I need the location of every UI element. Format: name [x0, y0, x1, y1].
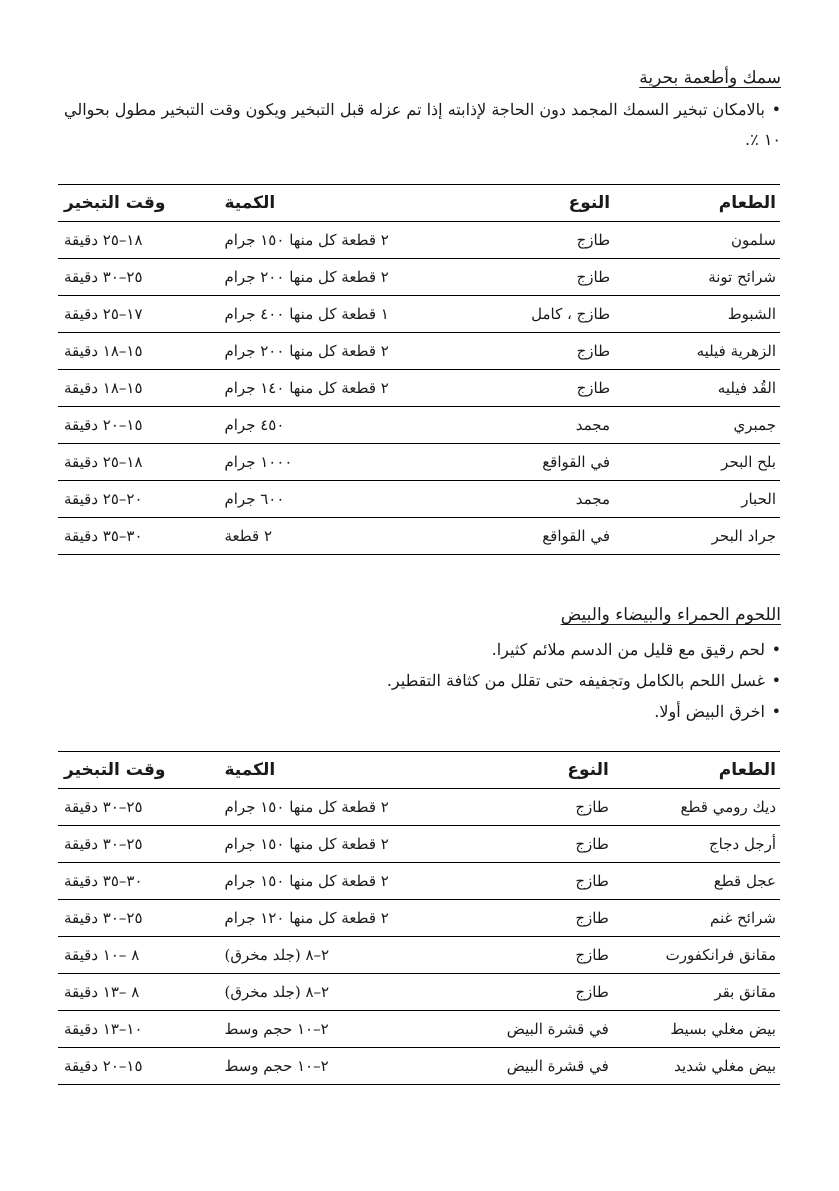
steam-time: ١٠–١٣ دقيقة — [64, 1020, 143, 1038]
food-quantity: ٢–٨ (جلد مخرق) — [224, 983, 330, 1001]
header-food: الطعام — [718, 760, 776, 780]
steam-time: ١٧–٢٥ دقيقة — [64, 305, 143, 323]
table-row — [58, 900, 780, 937]
food-type: في القواقع — [542, 527, 611, 545]
table-row — [58, 789, 780, 826]
table-row — [58, 1048, 780, 1085]
food-name: ديك رومي قطع — [680, 798, 776, 816]
header-type: النوع — [567, 760, 609, 780]
steam-time: ٢٥–٣٠ دقيقة — [64, 268, 143, 286]
food-type: طازج — [576, 342, 611, 360]
steam-time: ٨ –١٣ دقيقة — [64, 983, 140, 1001]
food-name: الزهرية فيليه — [696, 342, 776, 360]
bullet-dot: • — [771, 702, 781, 721]
steam-time: ٨ –١٠ دقيقة — [64, 946, 140, 964]
food-type: طازج — [576, 268, 611, 286]
bullet-dot: • — [771, 100, 781, 119]
food-type: طازج — [576, 379, 611, 397]
food-quantity: ٢ قطعة كل منها ١٤٠ جرام — [224, 379, 389, 397]
food-type: في قشرة البيض — [506, 1057, 609, 1075]
food-type: طازج — [575, 983, 609, 1001]
food-type: طازج — [575, 909, 609, 927]
meat-note-3 — [59, 697, 781, 727]
steam-time: ٣٠–٣٥ دقيقة — [64, 872, 143, 890]
food-name: سلمون — [731, 231, 776, 249]
table-row — [58, 333, 780, 370]
food-quantity: ١٠٠٠ جرام — [224, 453, 293, 471]
food-name: مقانق بقر — [714, 983, 776, 1001]
food-quantity: ٢ قطعة كل منها ١٢٠ جرام — [224, 909, 389, 927]
steam-time: ١٥–٢٠ دقيقة — [64, 1057, 143, 1075]
meat-note-text: اخرق البيض أولا. — [654, 702, 765, 721]
steam-time: ٢٥–٣٠ دقيقة — [64, 798, 143, 816]
meat-note-1 — [59, 635, 781, 665]
food-name: بيض مغلي شديد — [674, 1057, 776, 1075]
food-type: طازج ، كامل — [531, 305, 611, 323]
food-quantity: ٢ قطعة كل منها ١٥٠ جرام — [224, 231, 389, 249]
seafood-section-title: سمك وأطعمة بحرية — [639, 68, 781, 88]
table-row — [58, 863, 780, 900]
table-row — [58, 826, 780, 863]
food-quantity: ١ قطعة كل منها ٤٠٠ جرام — [224, 305, 389, 323]
food-type: في القواقع — [542, 453, 611, 471]
table-row — [58, 296, 780, 333]
table-row — [58, 407, 780, 444]
steam-time: ١٨–٢٥ دقيقة — [64, 453, 143, 471]
food-name: الحبار — [741, 490, 776, 508]
header-type: النوع — [568, 193, 611, 213]
header-food: الطعام — [718, 193, 776, 213]
table-row — [58, 481, 780, 518]
food-name: عجل قطع — [713, 872, 776, 890]
food-quantity: ٢ قطعة كل منها ١٥٠ جرام — [224, 835, 389, 853]
seafood-table — [58, 184, 780, 555]
food-name: جراد البحر — [711, 527, 776, 545]
steam-time: ١٨–٢٥ دقيقة — [64, 231, 143, 249]
food-quantity: ٦٠٠ جرام — [224, 490, 285, 508]
meat-section-title: اللحوم الحمراء والبيضاء والبيض — [560, 605, 781, 625]
table-row — [58, 937, 780, 974]
steam-time: ١٥–١٨ دقيقة — [64, 379, 143, 397]
steam-time: ٢٥–٣٠ دقيقة — [64, 909, 143, 927]
meat-table — [58, 751, 780, 1085]
header-steam-time: وقت التبخير — [64, 193, 166, 213]
table-row — [58, 259, 780, 296]
table-row — [58, 444, 780, 481]
food-quantity: ٢ قطعة كل منها ١٥٠ جرام — [224, 872, 389, 890]
table-row — [58, 518, 780, 555]
food-type: في قشرة البيض — [506, 1020, 609, 1038]
food-quantity: ٢–١٠ حجم وسط — [224, 1020, 329, 1038]
meat-note-text: غسل اللحم بالكامل وتجفيفه حتى تقلل من كثافة التقطير. — [386, 671, 765, 690]
food-name: مقانق فرانكفورت — [665, 946, 776, 964]
table-header-row — [58, 185, 780, 222]
steam-time: ١٥–١٨ دقيقة — [64, 342, 143, 360]
food-quantity: ٢ قطعة كل منها ٢٠٠ جرام — [224, 268, 389, 286]
header-steam-time: وقت التبخير — [64, 760, 166, 780]
steam-time: ٣٠–٣٥ دقيقة — [64, 527, 143, 545]
food-quantity: ٤٥٠ جرام — [224, 416, 285, 434]
bullet-dot: • — [771, 671, 781, 690]
meat-note-2 — [59, 666, 781, 696]
food-type: مجمد — [575, 490, 611, 508]
seafood-note-text: بالامكان تبخير السمك المجمد دون الحاجة لإذابته إذا تم عزله قبل التبخير ويكون وقت التبخير مطول بحوالي ١٠ ٪. — [63, 100, 781, 149]
food-quantity: ٢–٨ (جلد مخرق) — [224, 946, 330, 964]
food-type: مجمد — [575, 416, 611, 434]
food-type: طازج — [575, 835, 609, 853]
table-header-row — [58, 752, 780, 789]
table-row — [58, 1011, 780, 1048]
table-row — [58, 974, 780, 1011]
steam-time: ٢٠–٢٥ دقيقة — [64, 490, 143, 508]
header-quantity: الكمية — [224, 193, 276, 213]
food-type: طازج — [575, 946, 609, 964]
food-type: طازج — [575, 872, 609, 890]
seafood-note — [59, 95, 781, 155]
food-name: شرائح تونة — [708, 268, 776, 286]
food-quantity: ٢ قطعة كل منها ٢٠٠ جرام — [224, 342, 389, 360]
food-name: شرائح غنم — [710, 909, 776, 927]
food-quantity: ٢ قطعة — [224, 527, 273, 545]
food-quantity: ٢–١٠ حجم وسط — [224, 1057, 329, 1075]
food-quantity: ٢ قطعة كل منها ١٥٠ جرام — [224, 798, 389, 816]
food-type: طازج — [575, 798, 609, 816]
steam-time: ٢٥–٣٠ دقيقة — [64, 835, 143, 853]
food-type: طازج — [576, 231, 611, 249]
food-name: أرجل دجاج — [708, 835, 776, 853]
food-name: الشبوط — [727, 305, 776, 323]
header-quantity: الكمية — [224, 760, 276, 780]
food-name: بلح البحر — [721, 453, 776, 471]
food-name: بيض مغلي بسيط — [670, 1020, 776, 1038]
table-row — [58, 222, 780, 259]
food-name: جمبري — [733, 416, 776, 434]
steam-time: ١٥–٢٠ دقيقة — [64, 416, 143, 434]
food-name: القُد فيليه — [717, 379, 776, 397]
table-row — [58, 370, 780, 407]
bullet-dot: • — [771, 640, 781, 659]
meat-note-text: لحم رقيق مع قليل من الدسم ملائم كثيرا. — [491, 640, 765, 659]
